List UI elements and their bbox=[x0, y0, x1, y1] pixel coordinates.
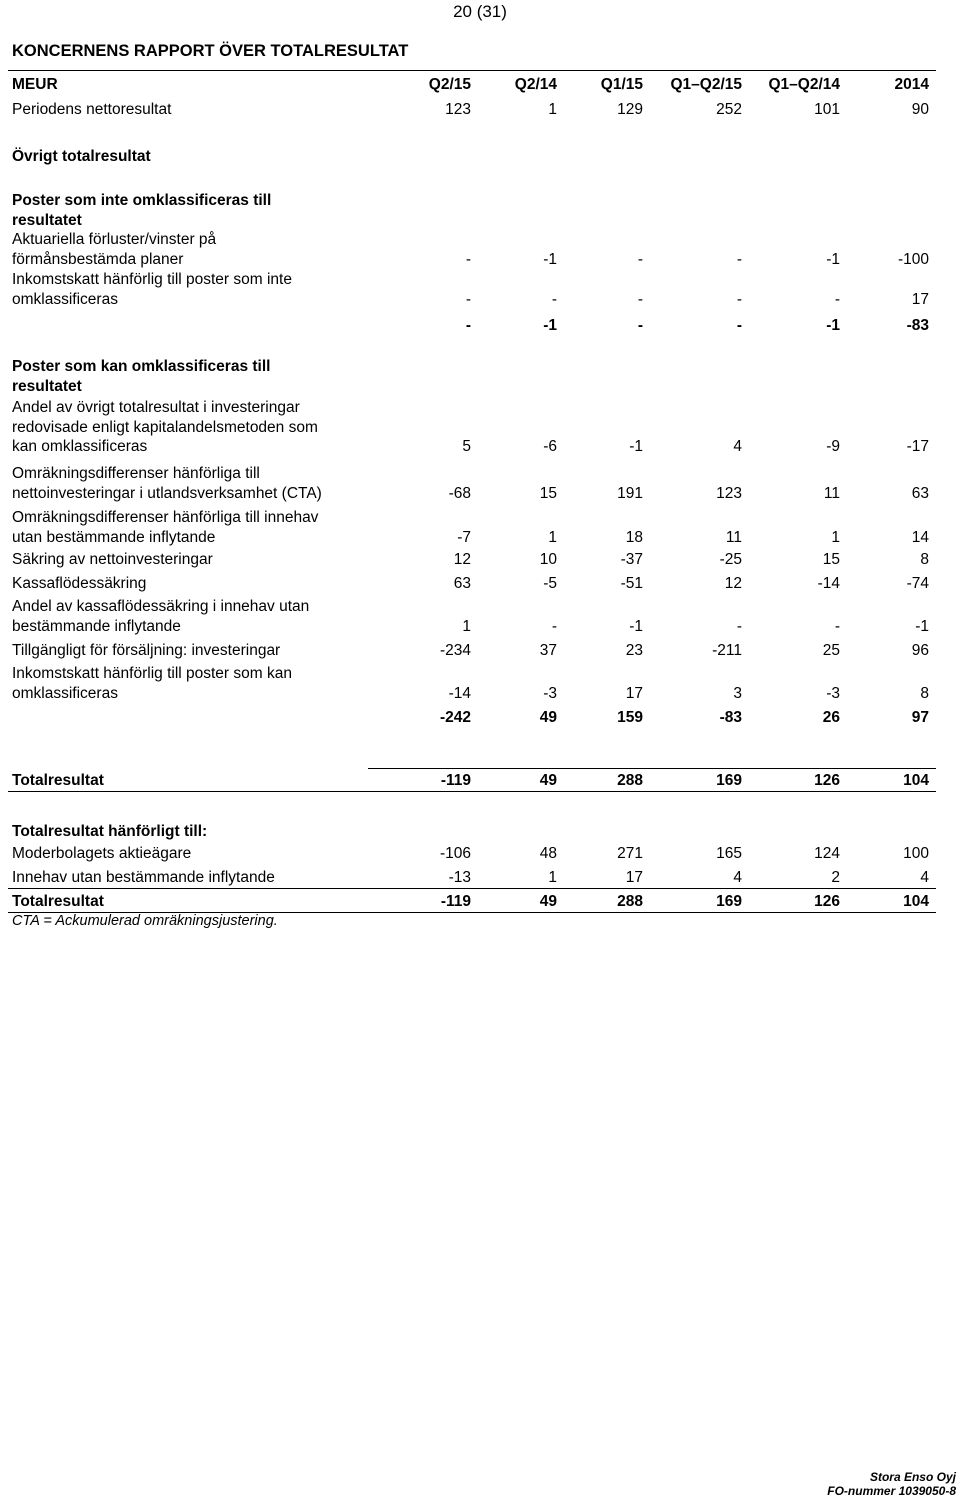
total-rule-top bbox=[368, 768, 936, 769]
row-value: 252 bbox=[716, 101, 742, 118]
row-value: 126 bbox=[814, 772, 840, 789]
row-value: - bbox=[465, 290, 471, 308]
row-value: 104 bbox=[903, 772, 929, 789]
row-value: 8 bbox=[920, 551, 929, 568]
row-value: 124 bbox=[814, 845, 840, 862]
row-label: Säkring av nettoinvesteringar bbox=[12, 551, 213, 568]
row-value: -242 bbox=[439, 709, 471, 726]
row-value: -106 bbox=[439, 845, 471, 862]
row-value: -1 bbox=[543, 250, 557, 268]
row-value: - bbox=[736, 617, 742, 635]
row-value: -1 bbox=[826, 250, 840, 268]
row-value: 2 bbox=[831, 869, 840, 886]
row-value: 3 bbox=[733, 684, 742, 702]
row-label: Omräkningsdifferenser hänförliga till innehav utan bestämmande inflytande bbox=[12, 509, 319, 546]
row-value: 159 bbox=[617, 709, 643, 726]
row-value: 23 bbox=[625, 642, 643, 659]
row-value: 12 bbox=[453, 551, 471, 568]
row-value: - bbox=[736, 290, 742, 308]
row-value: -74 bbox=[906, 575, 929, 592]
row-value: 5 bbox=[462, 438, 471, 455]
row-value: 191 bbox=[617, 484, 643, 502]
row-value: 169 bbox=[716, 772, 742, 789]
row-value: 1 bbox=[462, 617, 471, 635]
registration-number: FO-nummer 1039050-8 bbox=[827, 1484, 956, 1498]
row-label: Periodens nettoresultat bbox=[12, 101, 172, 118]
row-value: -5 bbox=[543, 575, 557, 592]
row-label: Poster som inte omklassificeras till resultatet bbox=[12, 192, 272, 229]
row-value: -68 bbox=[448, 484, 471, 502]
row-value: 90 bbox=[911, 101, 929, 118]
row-value: 15 bbox=[822, 551, 840, 568]
row-value: -119 bbox=[440, 772, 471, 789]
row-value: 1 bbox=[548, 528, 557, 546]
row-value: -37 bbox=[620, 551, 643, 568]
row-value: 15 bbox=[539, 484, 557, 502]
footnote: CTA = Ackumulerad omräkningsjustering. bbox=[12, 913, 278, 929]
row-value: 25 bbox=[822, 642, 840, 659]
row-value: -1 bbox=[915, 617, 929, 635]
row-value: -83 bbox=[719, 709, 742, 726]
row-value: 14 bbox=[911, 528, 929, 546]
row-value: -14 bbox=[817, 575, 840, 592]
row-value: -100 bbox=[897, 250, 929, 268]
row-value: 17 bbox=[625, 869, 643, 886]
row-label: Totalresultat hänförligt till: bbox=[12, 823, 208, 840]
row-value: 10 bbox=[539, 551, 557, 568]
row-label: Aktuariella förluster/vinster på förmånsbestämda planer bbox=[12, 231, 217, 268]
total-rule-bottom bbox=[8, 791, 936, 792]
row-value: - bbox=[637, 250, 643, 268]
row-label: Moderbolagets aktieägare bbox=[12, 845, 192, 862]
row-value: 4 bbox=[733, 438, 742, 455]
row-value: 126 bbox=[814, 893, 840, 910]
row-value: -3 bbox=[543, 684, 557, 702]
row-value: 165 bbox=[716, 845, 742, 862]
column-header: Q1–Q2/14 bbox=[768, 76, 840, 93]
row-value: 123 bbox=[716, 484, 742, 502]
row-value: - bbox=[637, 317, 643, 334]
row-value: 49 bbox=[539, 772, 557, 789]
row-label: Andel av kassaflödessäkring i innehav utan bestämmande inflytande bbox=[12, 598, 310, 635]
row-value: 1 bbox=[831, 528, 840, 546]
row-value: 97 bbox=[911, 709, 929, 726]
row-value: 271 bbox=[617, 845, 643, 862]
row-label: Övrigt totalresultat bbox=[12, 148, 151, 165]
page-number: 20 (31) bbox=[453, 2, 507, 21]
row-value: 63 bbox=[911, 484, 929, 502]
row-value: - bbox=[736, 317, 742, 334]
row-value: - bbox=[834, 290, 840, 308]
row-value: -51 bbox=[620, 575, 643, 592]
row-label: Totalresultat bbox=[12, 772, 104, 789]
row-label: Kassaflödessäkring bbox=[12, 575, 147, 592]
header-divider bbox=[8, 70, 936, 71]
subtotal-rule bbox=[8, 888, 936, 889]
row-value: 18 bbox=[625, 528, 643, 546]
column-header: Q1/15 bbox=[600, 76, 643, 93]
row-value: - bbox=[736, 250, 742, 268]
row-value: -1 bbox=[629, 438, 643, 455]
row-value: 100 bbox=[903, 845, 929, 862]
row-value: -234 bbox=[439, 642, 471, 659]
column-header: Q1–Q2/15 bbox=[670, 76, 742, 93]
row-value: -119 bbox=[440, 893, 471, 910]
row-value: 96 bbox=[911, 642, 929, 659]
row-value: 11 bbox=[823, 484, 840, 502]
row-value: 104 bbox=[903, 893, 929, 910]
row-value: -1 bbox=[629, 617, 643, 635]
row-value: -25 bbox=[719, 551, 742, 568]
row-value: -13 bbox=[448, 869, 471, 886]
row-value: 17 bbox=[911, 290, 929, 308]
row-value: - bbox=[551, 290, 557, 308]
column-header: Q2/14 bbox=[514, 76, 557, 93]
column-header: 2014 bbox=[894, 76, 929, 93]
row-value: -1 bbox=[543, 317, 557, 334]
row-value: 49 bbox=[539, 893, 557, 910]
row-value: 288 bbox=[617, 772, 643, 789]
row-value: 63 bbox=[453, 575, 471, 592]
row-value: -1 bbox=[826, 317, 840, 334]
row-value: 123 bbox=[445, 101, 471, 118]
row-label: Omräkningsdifferenser hänförliga till nettoinvesteringar i utlandsverksamhet (CTA) bbox=[12, 465, 322, 502]
company-name: Stora Enso Oyj bbox=[869, 1470, 956, 1484]
row-value: -83 bbox=[906, 317, 929, 334]
row-value: -14 bbox=[448, 684, 471, 702]
row-value: -17 bbox=[906, 438, 929, 455]
row-value: 101 bbox=[814, 101, 840, 118]
row-value: 129 bbox=[617, 101, 643, 118]
row-label: Totalresultat bbox=[12, 893, 104, 910]
column-header: Q2/15 bbox=[428, 76, 471, 93]
row-value: 4 bbox=[920, 869, 929, 886]
row-label: Innehav utan bestämmande inflytande bbox=[12, 869, 275, 886]
row-value: -7 bbox=[457, 528, 471, 546]
report-title: KONCERNENS RAPPORT ÖVER TOTALRESULTAT bbox=[12, 42, 409, 60]
row-value: - bbox=[551, 617, 557, 635]
row-value: - bbox=[834, 617, 840, 635]
row-value: 1 bbox=[548, 869, 557, 886]
row-value: 8 bbox=[920, 684, 929, 702]
row-value: 26 bbox=[822, 709, 840, 726]
row-label: Inkomstskatt hänförlig till poster som inte omklassificeras bbox=[12, 271, 292, 308]
row-label: Andel av övrigt totalresultat i investeringar redovisade enligt kapitalandelsmetoden som kan omklassificeras bbox=[12, 399, 318, 455]
row-value: 11 bbox=[725, 528, 742, 546]
row-value: 1 bbox=[548, 101, 557, 118]
row-value: 12 bbox=[724, 575, 742, 592]
row-value: - bbox=[465, 317, 471, 334]
row-value: 37 bbox=[539, 642, 557, 659]
row-value: -6 bbox=[543, 438, 557, 455]
row-value: 49 bbox=[539, 709, 557, 726]
column-header-label: MEUR bbox=[12, 76, 58, 93]
row-label: Poster som kan omklassificeras till resultatet bbox=[12, 358, 271, 395]
row-value: 48 bbox=[539, 845, 557, 862]
row-value: 4 bbox=[733, 869, 742, 886]
row-value: -9 bbox=[826, 438, 840, 455]
row-value: - bbox=[637, 290, 643, 308]
row-value: 288 bbox=[617, 893, 643, 910]
row-value: 17 bbox=[625, 684, 643, 702]
row-value: - bbox=[465, 250, 471, 268]
row-value: -211 bbox=[712, 642, 742, 659]
row-value: -3 bbox=[826, 684, 840, 702]
row-label: Tillgängligt för försäljning: investeringar bbox=[12, 642, 281, 659]
row-value: 169 bbox=[716, 893, 742, 910]
row-label: Inkomstskatt hänförlig till poster som kan omklassificeras bbox=[12, 665, 292, 702]
